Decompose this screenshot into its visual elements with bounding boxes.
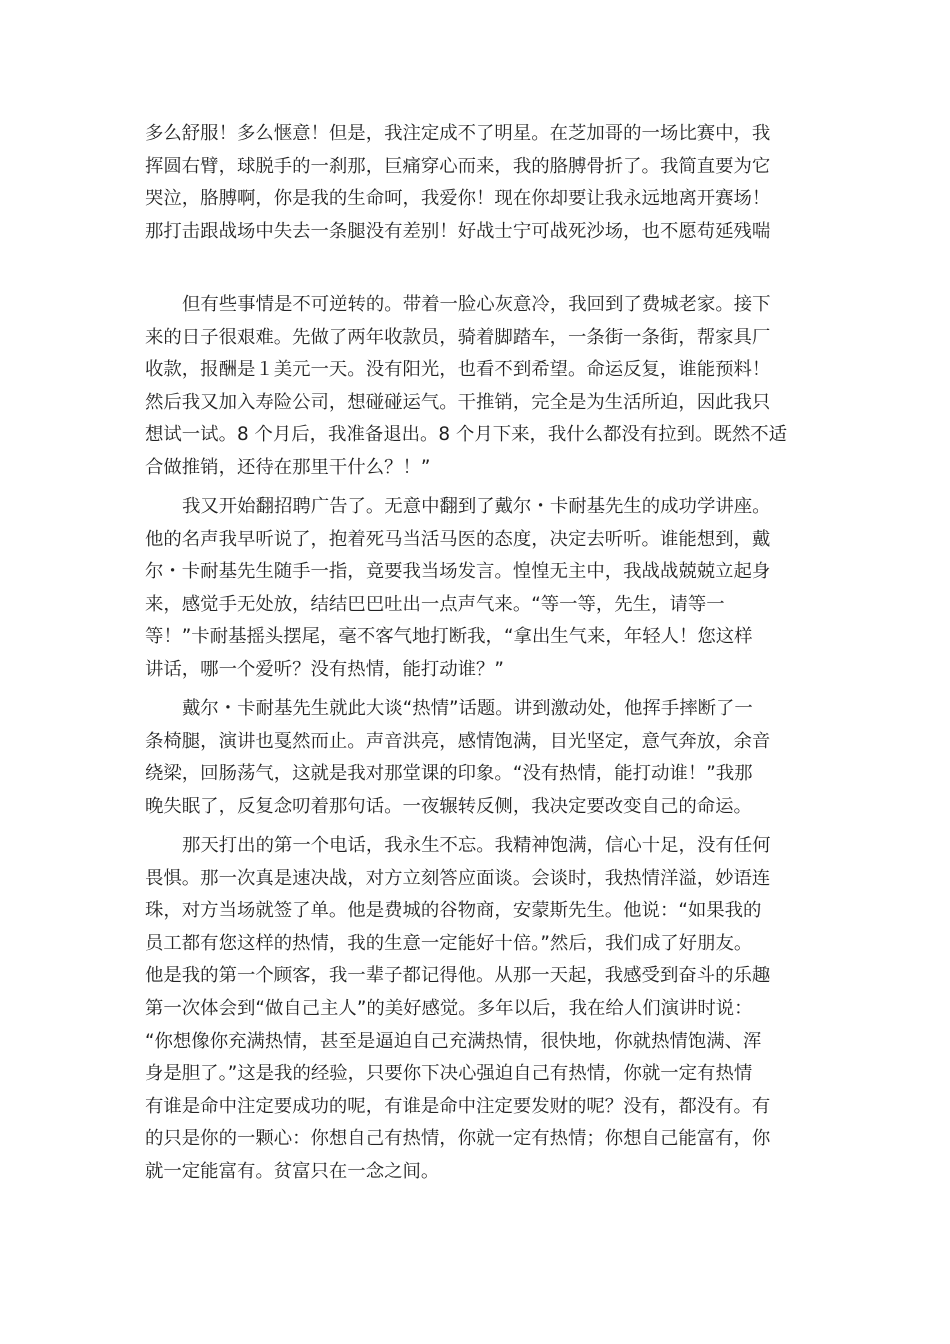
text-line: 第一次体会到“做自己主人”的美好感觉。多年以后，我在给人们演讲时说： — [145, 997, 753, 1019]
text-line: 员工都有您这样的热情，我的生意一定能好十倍。”然后，我们成了好朋友。 — [145, 932, 753, 954]
text-line: 尔・卡耐基先生随手一指，竟要我当场发言。惶惶无主中，我战战兢兢立起身 — [145, 561, 771, 583]
paragraph-5 — [145, 830, 815, 1189]
text-line: 戴尔・卡耐基先生就此大谈“热情”话题。讲到激动处，他挥手摔断了一 — [182, 698, 753, 719]
paragraph-4 — [145, 693, 815, 823]
paragraph-2 — [145, 289, 815, 485]
text-line: 然后我又加入寿险公司，想碰碰运气。干推销，完全是为生活所迫，因此我只 — [145, 391, 771, 413]
text-line: 讲话，哪一个爱听？没有热情，能打动谁？” — [145, 658, 504, 680]
paragraph-3 — [145, 491, 815, 687]
text-line: 但有些事情是不可逆转的。带着一脸心灰意冷，我回到了费城老家。接下 — [182, 294, 771, 315]
text-line: 绕梁，回肠荡气，这就是我对那堂课的印象。“没有热情，能打动谁！”我那 — [145, 763, 753, 785]
text-line: 他是我的第一个顾客，我一辈子都记得他。从那一天起，我感受到奋斗的乐趣 — [145, 965, 771, 987]
text-line: 来的日子很艰难。先做了两年收款员，骑着脚踏车，一条街一条街，帮家具厂 — [145, 326, 771, 348]
text-line: 那天打出的第一个电话，我永生不忘。我精神饱满，信心十足，没有任何 — [182, 835, 771, 856]
text-line: 晚失眠了，反复念叨着那句话。一夜辗转反侧，我决定要改变自己的命运。 — [145, 795, 752, 817]
text-line: 挥圆右臂，球脱手的一刹那，巨痛穿心而来，我的胳膊骨折了。我简直要为它 — [145, 155, 771, 177]
text-line: 我又开始翻招聘广告了。无意中翻到了戴尔・卡耐基先生的成功学讲座。 — [182, 496, 771, 517]
text-line: 来，感觉手无处放，结结巴巴吐出一点声气来。“等一等，先生，请等一 — [145, 593, 725, 615]
text-line: 合做推销，还待在那里干什么？！” — [145, 456, 431, 478]
text-line: 身是胆了。”这是我的经验，只要你下决心强迫自己有热情，你就一定有热情 — [145, 1063, 753, 1085]
text-line: 条椅腿，演讲也戛然而止。声音洪亮，感情饱满，目光坚定，意气奔放，余音 — [145, 730, 771, 752]
text-line: 那打击跟战场中失去一条腿没有差别！好战士宁可战死沙场，也不愿苟延残喘 — [145, 220, 771, 242]
text-line: 珠，对方当场就签了单。他是费城的谷物商，安蒙斯先生。他说：“如果我的 — [145, 900, 762, 922]
text-line: 哭泣，胳膊啊，你是我的生命呵，我爱你！现在你却要让我永远地离开赛场！ — [145, 188, 771, 210]
text-line: 多么舒服！多么惬意！但是，我注定成不了明星。在芝加哥的一场比赛中，我 — [145, 123, 771, 144]
text-line: 等！”卡耐基摇头摆尾，毫不客气地打断我，“拿出生气来，年轻人！您这样 — [145, 626, 753, 648]
text-line: 就一定能富有。贫富只在一念之间。 — [145, 1160, 440, 1182]
text-line: 有谁是命中注定要成功的呢，有谁是命中注定要发财的呢？没有，都没有。有 — [145, 1095, 771, 1117]
text-line: 的只是你的一颗心：你想自己有热情，你就一定有热情；你想自己能富有，你 — [145, 1128, 771, 1150]
text-line: “你想像你充满热情，甚至是逼迫自己充满热情，很快地，你就热情饱满、浑 — [145, 1030, 762, 1052]
text-line: 想试一试。8 个月后，我准备退出。8 个月下来，我什么都没有拉到。既然不适 — [145, 424, 787, 446]
text-line: 他的名声我早听说了，抱着死马当活马医的态度，决定去听听。谁能想到，戴 — [145, 528, 771, 550]
paragraph-1 — [145, 118, 815, 248]
text-line: 收款，报酬是１美元一天。没有阳光，也看不到希望。命运反复，谁能预料！ — [145, 359, 771, 381]
text-line: 畏惧。那一次真是速决战，对方立刻答应面谈。会谈时，我热情洋溢，妙语连 — [145, 867, 771, 889]
